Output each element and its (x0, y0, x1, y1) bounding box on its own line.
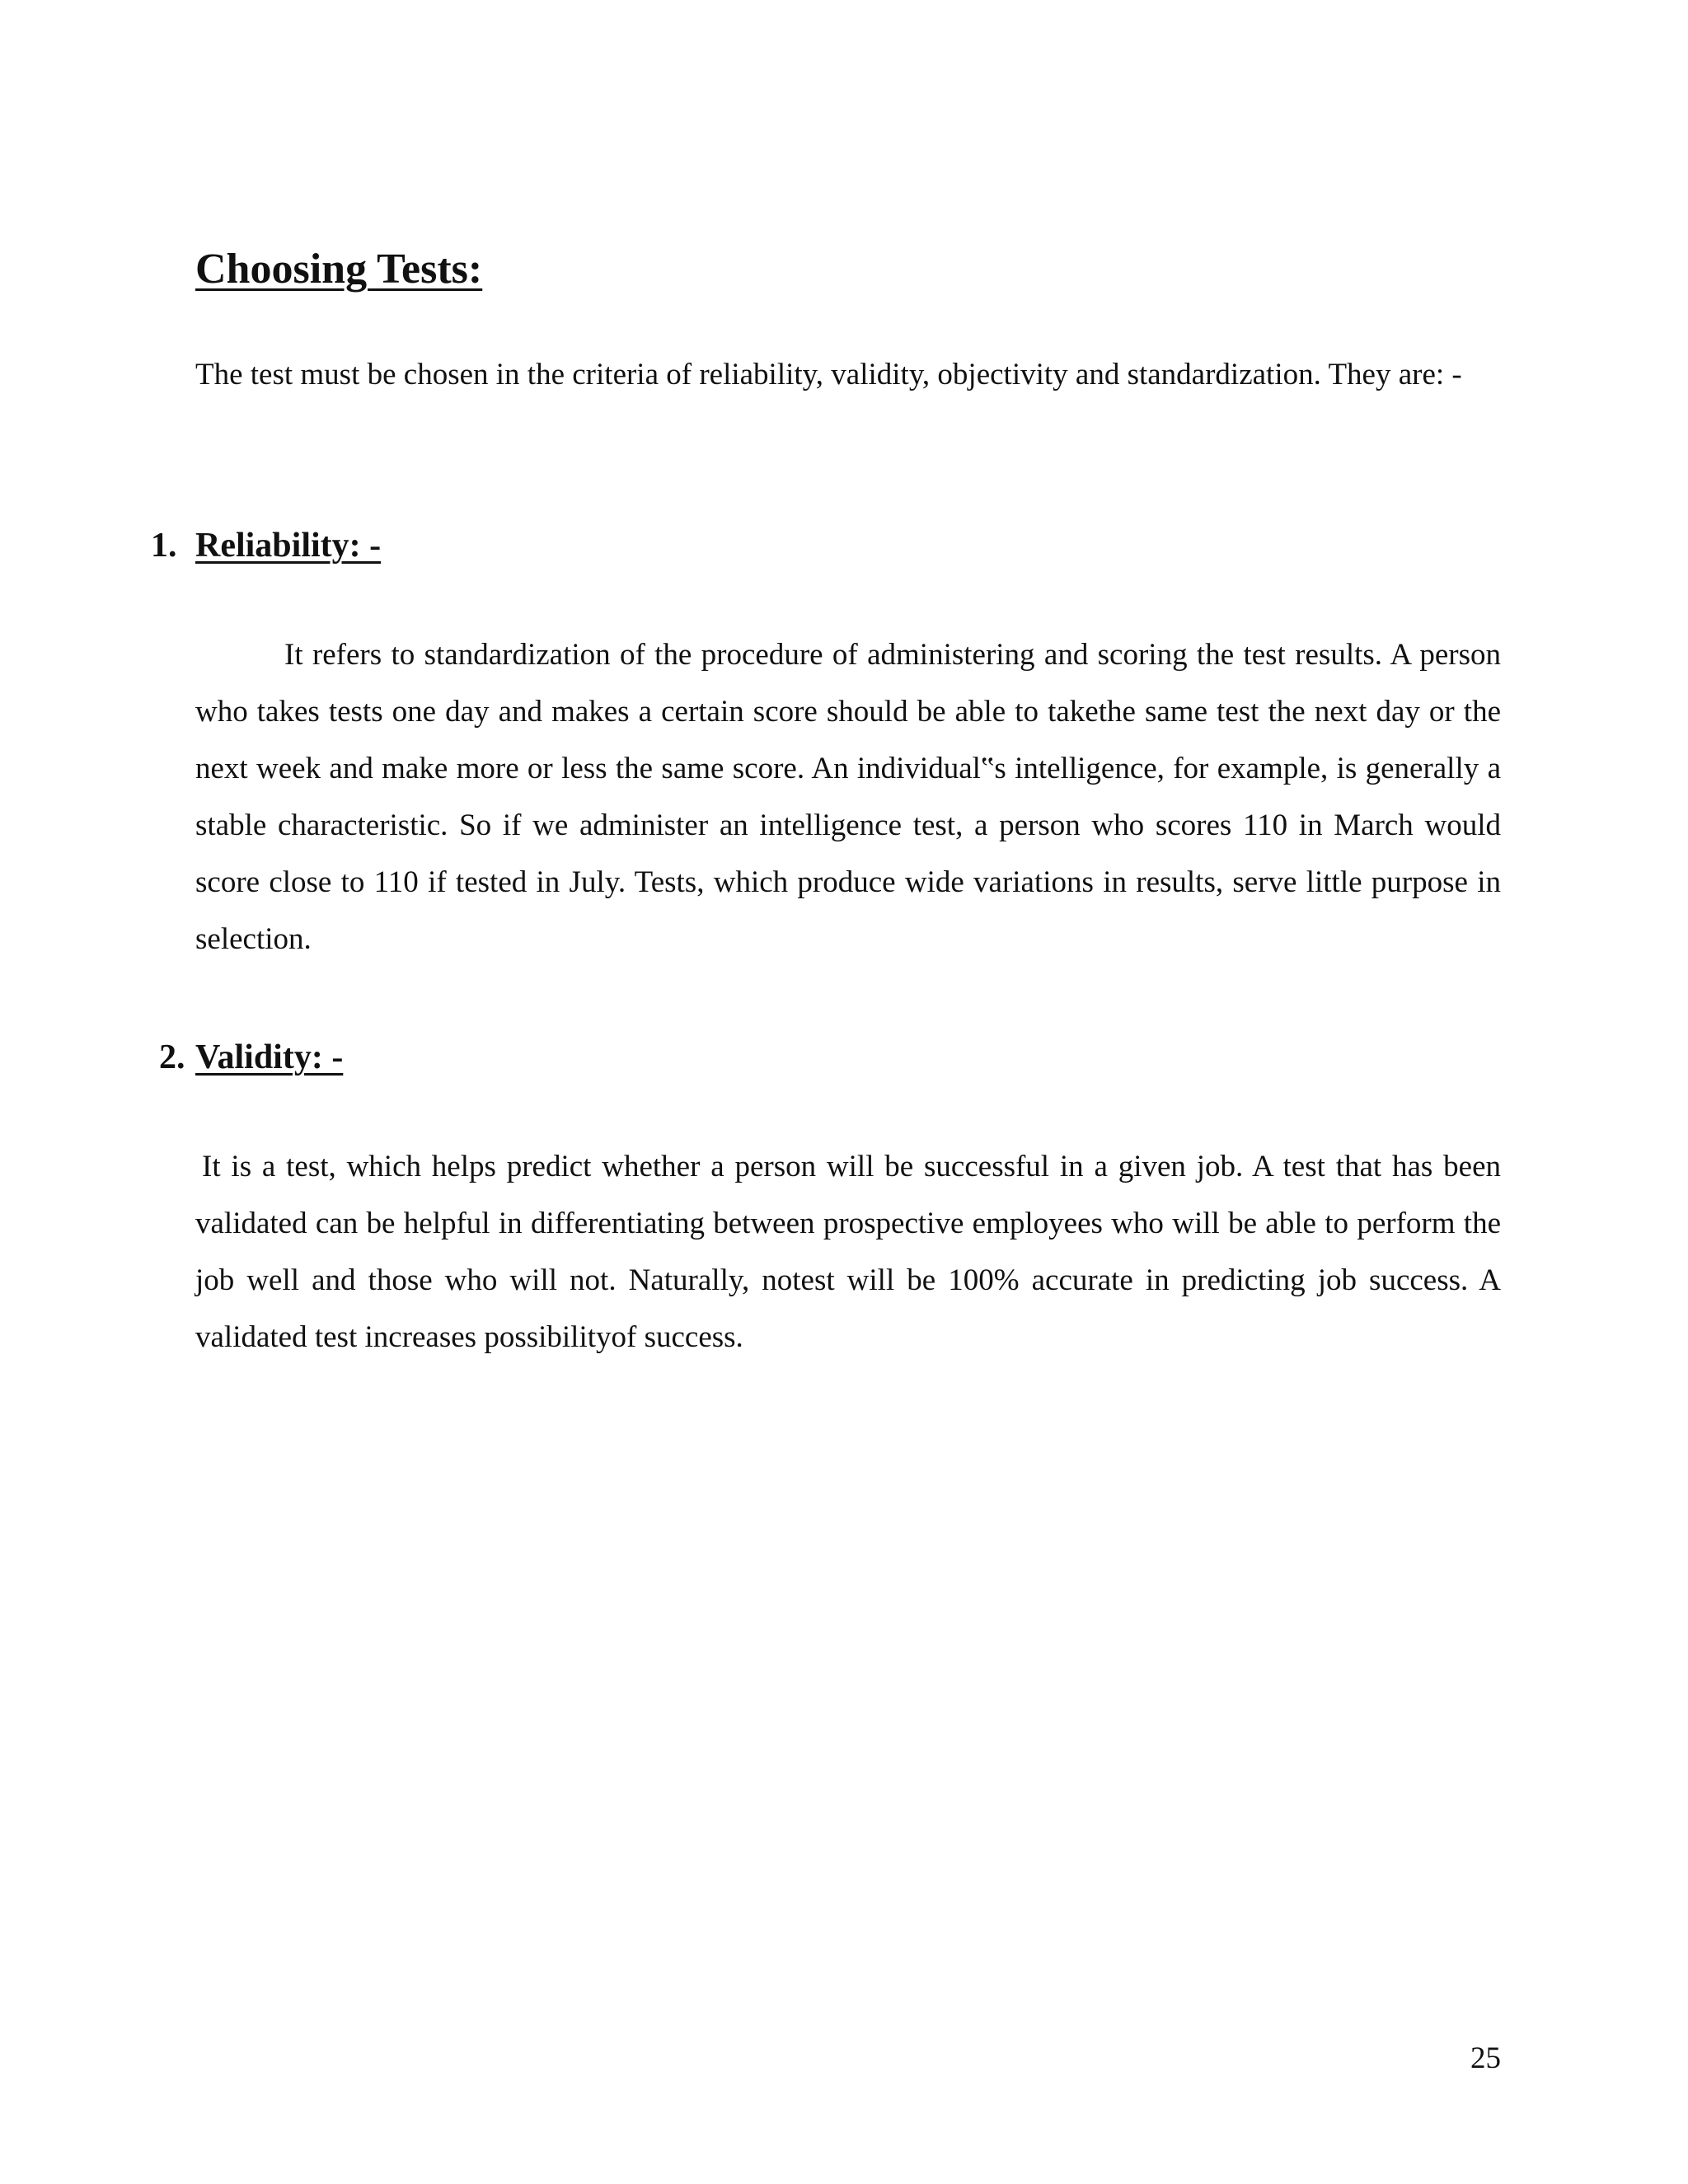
section-heading-label: Validity: - (195, 1038, 344, 1076)
page-number: 25 (1470, 2041, 1501, 2075)
reliability-paragraph: It refers to standardization of the procedure of administering and scoring the test results. A person who takes tests one day and makes a certain score should be able to takethe same test the next day or the next week and make more or less the same score. An individual‟s intelligence, for example, is generally a stable characteristic. So if we administer an intelligence test, a person who scores 110 in March would score close to 110 if tested in July. Tests, which produce wide variations in results, serve little purpose in selection. (195, 638, 1501, 956)
section-number: 2. (159, 1038, 185, 1076)
validity-paragraph: It is a test, which helps predict whether a person will be successful in a given job. A test that has been validated can be helpful in differentiating between prospective employees who will be able to perform the job well and those who will not. Naturally, notest will be 100% accurate in predicting job success. A validated test increases possibilityof success. (195, 1150, 1501, 1354)
page-title: Choosing Tests: (195, 246, 483, 293)
intro-paragraph: The test must be chosen in the criteria of reliability, validity, objectivity and standardization. They are: - (195, 358, 1462, 391)
section-number: 1. (151, 527, 177, 565)
section-heading-reliability (151, 527, 381, 565)
section-heading-validity (159, 1038, 343, 1076)
section-heading-label: Reliability: - (195, 527, 382, 565)
